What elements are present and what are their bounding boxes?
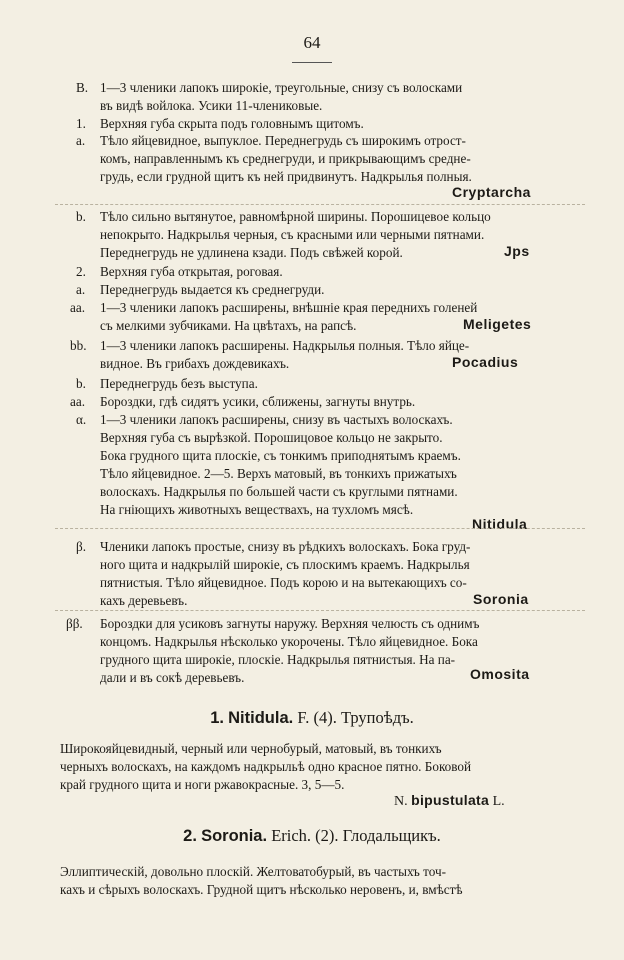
key-line: пятнистыя. Тѣло яйцевидное. Подъ корою и на вытекающихъ со- [100, 575, 467, 590]
key-line: На гніющихъ животныхъ веществахъ, на тухломъ мясѣ. [100, 502, 414, 517]
key-line: въ видѣ войлока. Усики 11-члениковые. [100, 98, 323, 113]
section-heading [0, 826, 624, 846]
section-heading-rest: F. (4). Трупоѣдъ. [293, 708, 414, 727]
page-number: 64 [303, 33, 321, 52]
key-line: Тѣло яйцевидное, выпуклое. Переднегрудь съ широкимъ отрост- [100, 133, 466, 148]
key-line: концомъ. Надкрылья нѣсколько укорочены. Тѣло яйцевидное. Бока [100, 634, 478, 649]
key-line: непокрыто. Надкрылья черныя, съ красными или черными пятнами. [100, 227, 485, 242]
key-label: aa. [70, 394, 86, 409]
genus-name: Omosita [470, 666, 530, 682]
section-number: 2. [183, 827, 197, 845]
section-genus: Soronia. [201, 827, 268, 845]
species-name: N. bipustulata L. [394, 792, 505, 809]
key-label: a. [76, 282, 86, 297]
key-label: bb. [70, 338, 87, 353]
paragraph-line: кахъ и сѣрыхъ волоскахъ. Грудной щитъ нѣсколько неровенъ, и, вмѣстѣ [60, 882, 463, 897]
genus-name: Pocadius [452, 354, 519, 370]
genus-name: Cryptarcha [452, 184, 531, 200]
genus-name: Meligetes [463, 316, 532, 332]
key-line: волоскахъ. Надкрылья по большей части съ круглыми пятнами. [100, 484, 458, 499]
divider [55, 528, 585, 529]
key-label: a. [76, 133, 86, 148]
paragraph-line: Широкояйцевидный, черный или чернобурый, матовый, въ тонкихъ [60, 741, 442, 756]
key-line: Верхняя губа открытая, роговая. [100, 264, 283, 279]
genus-name: Jps [504, 243, 530, 259]
key-line: дали и въ сокѣ деревьевъ. [100, 670, 245, 685]
key-line: Членики лапокъ простые, снизу въ рѣдкихъ волоскахъ. Бока груд- [100, 539, 471, 554]
divider [55, 610, 585, 611]
key-line: ного щита и надкрылій широкіе, съ плоскимъ краемъ. Надкрылья [100, 557, 470, 572]
key-line: комъ, направленнымъ къ среднегруди, и прикрывающимъ средне- [100, 151, 471, 166]
key-label: α. [76, 412, 87, 427]
key-line: 1—3 членики лапокъ расширены, снизу въ частыхъ волоскахъ. [100, 412, 453, 427]
key-line: 1—3 членики лапокъ расширены, внѣшніе края переднихъ голеней [100, 300, 478, 315]
key-line: Переднегрудь безъ выступа. [100, 376, 258, 391]
key-line: 1—3 членики лапокъ расширены. Надкрылья полныя. Тѣло яйце- [100, 338, 470, 353]
paragraph-line: край грудного щита и ноги ржавокрасные. 3, 5—5. [60, 777, 345, 792]
section-heading-rest: Erich. (2). Глодальщикъ. [267, 826, 441, 845]
key-label: B. [76, 80, 89, 95]
key-line: видное. Въ грибахъ дождевикахъ. [100, 356, 290, 371]
key-label: b. [76, 376, 86, 391]
key-line: кахъ деревьевъ. [100, 593, 188, 608]
genus-name: Soronia [473, 591, 529, 607]
key-label: b. [76, 209, 86, 224]
key-line: съ мелкими зубчиками. На цвѣтахъ, на рапсѣ. [100, 318, 357, 333]
key-line: Тѣло яйцевидное. 2—5. Верхъ матовый, въ тонкихъ прижатыхъ [100, 466, 457, 481]
key-label: 1. [76, 116, 86, 131]
key-line: 1—3 членики лапокъ широкіе, треугольные, снизу съ волосками [100, 80, 463, 95]
key-line: Тѣло сильно вытянутое, равномѣрной ширины. Порошицевое кольцо [100, 209, 491, 224]
paragraph-line: Эллиптическій, довольно плоскій. Желтоватобурый, въ частыхъ точ- [60, 864, 447, 879]
header-rule [292, 62, 332, 63]
key-line: грудного щита широкіе, плоскіе. Надкрылья пятнистыя. На па- [100, 652, 456, 667]
key-line: Верхняя губа скрыта подъ головнымъ щитомъ. [100, 116, 364, 131]
key-label: β. [76, 539, 87, 554]
divider [55, 204, 585, 205]
section-genus: Nitidula. [228, 709, 294, 727]
section-heading [0, 708, 624, 728]
key-line: Бороздки для усиковъ загнуты наружу. Верхняя челюсть съ однимъ [100, 616, 480, 631]
genus-name: Nitidula [472, 516, 528, 532]
paragraph-line: черныхъ волоскахъ, на каждомъ надкрыльѣ одно красное пятно. Боковой [60, 759, 472, 774]
key-line: Бока грудного щита плоскіе, съ тонкимъ приподнятымъ краемъ. [100, 448, 461, 463]
key-line: Верхняя губа съ вырѣзкой. Порошицовое кольцо не закрыто. [100, 430, 443, 445]
key-label: ββ. [66, 616, 83, 631]
key-line: Переднегрудь выдается къ среднегруди. [100, 282, 325, 297]
key-label: aa. [70, 300, 86, 315]
section-number: 1. [210, 709, 224, 727]
key-line: Бороздки, гдѣ сидятъ усики, сближены, загнуты внутрь. [100, 394, 416, 409]
key-label: 2. [76, 264, 86, 279]
key-line: Переднегрудь не удлинена кзади. Подъ свѣжей корой. [100, 245, 403, 260]
key-line: грудь, если грудной щитъ къ ней придвинутъ. Надкрылья полныя. [100, 169, 472, 184]
